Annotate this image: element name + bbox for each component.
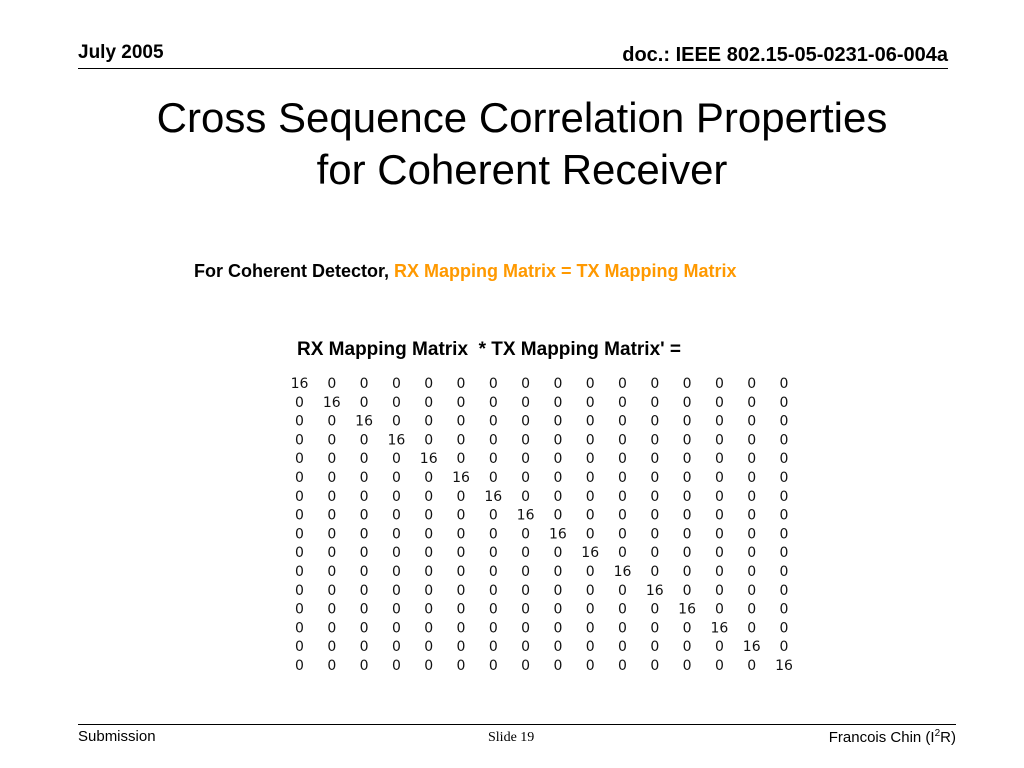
matrix-cell-r8-c2: 0 [327,507,337,524]
matrix-cell-r7-c9: 0 [553,488,563,505]
matrix-cell-r15-c8: 0 [521,639,531,656]
matrix-cell-r9-c8: 0 [521,526,531,543]
matrix-cell-r12-c2: 0 [327,582,337,599]
matrix-cell-r8-c14: 0 [714,507,724,524]
matrix-cell-r2-c3: 0 [359,394,369,411]
matrix-cell-r6-c15: 0 [747,470,757,486]
matrix-cell-r11-c8: 0 [521,564,531,580]
matrix-cell-r5-c9: 0 [553,451,563,468]
matrix-cell-r1-c16: 0 [779,376,789,392]
matrix-cell-r5-c16: 0 [779,451,789,468]
header-rule [78,68,948,69]
matrix-cell-r11-c15: 0 [747,564,757,580]
matrix-cell-r8-c15: 0 [747,507,757,524]
matrix-cell-r10-c8: 0 [521,545,531,562]
matrix-cell-r15-c1: 0 [295,639,304,656]
matrix-cell-r2-c7: 0 [488,394,498,411]
footer-author-suffix: R) [940,729,956,746]
footer-author [829,728,956,746]
matrix-cell-r6-c5: 0 [424,470,434,486]
matrix-cell-r2-c4: 0 [391,394,401,411]
matrix-cell-r6-c12: 0 [650,470,660,486]
matrix-cell-r15-c13: 0 [682,639,692,656]
matrix-cell-r4-c13: 0 [682,432,692,449]
matrix-cell-r9-c2: 0 [327,526,337,543]
matrix-cell-r2-c15: 0 [747,394,757,411]
matrix-cell-r16-c11: 0 [618,658,627,674]
matrix-cell-r5-c8: 0 [521,451,531,468]
matrix-cell-r3-c11: 0 [618,413,627,430]
matrix-cell-r4-c2: 0 [327,432,337,449]
matrix-cell-r16-c10: 0 [585,658,595,674]
matrix-cell-r8-c3: 0 [359,507,369,524]
matrix-cell-r2-c16: 0 [779,394,789,411]
matrix-cell-r10-c15: 0 [747,545,757,562]
matrix-cell-r16-c8: 0 [521,658,531,674]
matrix-cell-r12-c13: 0 [682,582,692,599]
matrix-cell-r13-c7: 0 [488,601,498,618]
matrix-cell-r15-c10: 0 [585,639,595,656]
matrix-cell-r1-c5: 0 [424,376,434,392]
matrix-cell-r15-c14: 0 [714,639,724,656]
matrix-cell-r3-c3: 16 [355,413,374,430]
matrix-cell-r4-c9: 0 [553,432,563,449]
matrix-cell-r13-c5: 0 [424,601,434,618]
matrix-cell-r3-c1: 0 [295,413,304,430]
matrix-cell-r2-c13: 0 [682,394,692,411]
matrix-cell-r1-c11: 0 [618,376,627,392]
matrix-cell-r7-c3: 0 [359,488,369,505]
matrix-cell-r7-c16: 0 [779,488,789,505]
matrix-cell-r4-c6: 0 [456,432,466,449]
matrix-cell-r9-c6: 0 [456,526,466,543]
matrix-cell-r1-c4: 0 [391,376,401,392]
matrix-cell-r10-c10: 16 [581,545,600,562]
matrix-cell-r1-c12: 0 [650,376,660,392]
matrix-cell-r9-c10: 0 [585,526,595,543]
matrix-cell-r3-c13: 0 [682,413,692,430]
matrix-cell-r1-c14: 0 [714,376,724,392]
matrix-cell-r14-c6: 0 [456,620,466,637]
matrix-cell-r10-c1: 0 [295,545,304,562]
matrix-cell-r8-c12: 0 [650,507,660,524]
matrix-cell-r14-c7: 0 [488,620,498,637]
matrix-cell-r15-c16: 0 [779,639,789,656]
matrix-cell-r14-c16: 0 [779,620,789,637]
matrix-cell-r15-c4: 0 [391,639,401,656]
matrix-cell-r4-c11: 0 [618,432,627,449]
matrix-cell-r13-c2: 0 [327,601,337,618]
matrix-cell-r8-c1: 0 [295,507,304,524]
matrix-cell-r14-c14: 16 [710,620,729,637]
matrix-cell-r16-c16: 16 [775,658,793,674]
matrix-cell-r7-c5: 0 [424,488,434,505]
matrix-cell-r1-c9: 0 [553,376,563,392]
matrix-cell-r7-c14: 0 [714,488,724,505]
matrix-cell-r3-c15: 0 [747,413,757,430]
matrix-cell-r13-c6: 0 [456,601,466,618]
matrix-cell-r16-c12: 0 [650,658,660,674]
matrix-cell-r7-c8: 0 [521,488,531,505]
matrix-cell-r12-c6: 0 [456,582,466,599]
matrix-cell-r2-c10: 0 [585,394,595,411]
matrix-cell-r12-c1: 0 [295,582,304,599]
subtitle-prefix: For Coherent Detector, [194,261,395,281]
matrix-cell-r4-c10: 0 [585,432,595,449]
matrix-cell-r8-c8: 16 [516,507,535,524]
matrix-cell-r1-c15: 0 [747,376,757,392]
matrix-cell-r7-c1: 0 [295,488,304,505]
matrix-cell-r8-c7: 0 [488,507,498,524]
matrix-cell-r5-c12: 0 [650,451,660,468]
matrix-cell-r9-c7: 0 [488,526,498,543]
matrix-cell-r10-c11: 0 [618,545,627,562]
matrix-cell-r3-c6: 0 [456,413,466,430]
matrix-cell-r1-c7: 0 [488,376,498,392]
matrix-cell-r7-c6: 0 [456,488,466,505]
matrix-cell-r12-c7: 0 [488,582,498,599]
matrix-cell-r13-c9: 0 [553,601,563,618]
matrix-cell-r4-c8: 0 [521,432,531,449]
matrix-cell-r11-c7: 0 [488,564,498,580]
header-date: July 2005 [78,42,164,63]
matrix-cell-r4-c7: 0 [488,432,498,449]
matrix-cell-r16-c2: 0 [327,658,337,674]
matrix-cell-r1-c2: 0 [327,376,337,392]
matrix-cell-r4-c3: 0 [359,432,369,449]
matrix-cell-r8-c11: 0 [618,507,627,524]
matrix-cell-r15-c6: 0 [456,639,466,656]
matrix-cell-r7-c2: 0 [327,488,337,505]
matrix-cell-r9-c5: 0 [424,526,434,543]
matrix-cell-r6-c8: 0 [521,470,531,486]
matrix-cell-r2-c6: 0 [456,394,466,411]
matrix-cell-r2-c8: 0 [521,394,531,411]
footer-author-prefix: Francois Chin (I [828,729,935,746]
matrix-cell-r16-c3: 0 [359,658,369,674]
matrix-cell-r10-c6: 0 [456,545,466,562]
matrix-cell-r5-c1: 0 [295,451,304,468]
matrix-cell-r11-c4: 0 [391,564,401,580]
matrix-cell-r6-c7: 0 [488,470,498,486]
matrix-cell-r5-c11: 0 [618,451,627,468]
matrix-cell-r12-c3: 0 [359,582,369,599]
matrix-cell-r9-c3: 0 [359,526,369,543]
matrix-cell-r14-c9: 0 [553,620,563,637]
matrix-cell-r14-c13: 0 [682,620,692,637]
matrix-cell-r8-c4: 0 [391,507,401,524]
matrix-cell-r15-c11: 0 [618,639,627,656]
matrix-cell-r13-c8: 0 [521,601,531,618]
matrix-cell-r7-c15: 0 [747,488,757,505]
matrix-cell-r6-c16: 0 [779,470,789,486]
matrix-cell-r10-c7: 0 [488,545,498,562]
matrix-cell-r12-c4: 0 [391,582,401,599]
matrix-cell-r9-c11: 0 [618,526,627,543]
matrix-cell-r16-c1: 0 [295,658,304,674]
matrix-cell-r14-c12: 0 [650,620,660,637]
matrix-cell-r9-c14: 0 [714,526,724,543]
matrix-cell-r13-c1: 0 [295,601,304,618]
matrix-cell-r3-c10: 0 [585,413,595,430]
matrix-cell-r12-c14: 0 [714,582,724,599]
matrix-cell-r12-c8: 0 [521,582,531,599]
matrix-cell-r16-c9: 0 [553,658,563,674]
matrix-cell-r3-c12: 0 [650,413,660,430]
matrix-cell-r5-c14: 0 [714,451,724,468]
matrix-cell-r5-c4: 0 [391,451,401,468]
matrix-cell-r4-c5: 0 [424,432,434,449]
matrix-cell-r7-c4: 0 [391,488,401,505]
matrix-cell-r11-c2: 0 [327,564,337,580]
matrix-cell-r12-c10: 0 [585,582,595,599]
matrix-cell-r10-c12: 0 [650,545,660,562]
matrix-cell-r6-c11: 0 [618,470,627,486]
matrix-cell-r13-c12: 0 [650,601,660,618]
matrix-cell-r9-c1: 0 [295,526,304,543]
matrix-cell-r4-c16: 0 [779,432,789,449]
matrix-cell-r6-c1: 0 [295,470,304,486]
matrix-cell-r2-c12: 0 [650,394,660,411]
matrix-cell-r13-c14: 0 [714,601,724,618]
matrix-cell-r2-c2: 16 [322,394,341,411]
header-doc-id: doc.: IEEE 802.15-05-0231-06-004a [622,44,948,66]
matrix-cell-r12-c12: 16 [645,582,664,599]
matrix-cell-r3-c5: 0 [424,413,434,430]
matrix-cell-r8-c6: 0 [456,507,466,524]
matrix-cell-r16-c15: 0 [747,658,757,674]
matrix-cell-r13-c4: 0 [391,601,401,618]
footer-submission: Submission [78,728,156,745]
matrix-cell-r4-c14: 0 [714,432,724,449]
matrix-cell-r2-c5: 0 [424,394,434,411]
matrix-cell-r11-c12: 0 [650,564,660,580]
matrix-cell-r15-c2: 0 [327,639,337,656]
matrix-cell-r14-c2: 0 [327,620,337,637]
matrix-cell-r11-c1: 0 [295,564,304,580]
subtitle-highlight: RX Mapping Matrix = TX Mapping Matrix [394,261,737,281]
matrix-cell-r1-c13: 0 [682,376,692,392]
matrix-cell-r2-c14: 0 [714,394,724,411]
matrix-cell-r8-c16: 0 [779,507,789,524]
matrix-cell-r5-c6: 0 [456,451,466,468]
matrix-cell-r8-c5: 0 [424,507,434,524]
matrix-cell-r4-c1: 0 [295,432,304,449]
matrix-cell-r11-c9: 0 [553,564,563,580]
matrix-cell-r16-c7: 0 [488,658,498,674]
matrix-cell-r7-c13: 0 [682,488,692,505]
matrix-cell-r8-c10: 0 [585,507,595,524]
matrix-cell-r14-c5: 0 [424,620,434,637]
matrix-cell-r7-c7: 16 [484,488,503,505]
matrix-cell-r12-c9: 0 [553,582,563,599]
matrix-cell-r5-c13: 0 [682,451,692,468]
matrix-cell-r13-c10: 0 [585,601,595,618]
footer-author-sup: 2 [934,728,941,739]
matrix-cell-r9-c4: 0 [391,526,401,543]
matrix-cell-r14-c1: 0 [295,620,304,637]
matrix-cell-r4-c12: 0 [650,432,660,449]
matrix-cell-r4-c15: 0 [747,432,757,449]
matrix-cell-r7-c10: 0 [585,488,595,505]
matrix-cell-r8-c9: 0 [553,507,563,524]
matrix-cell-r1-c3: 0 [359,376,369,392]
matrix-cell-r8-c13: 0 [682,507,692,524]
matrix-cell-r16-c6: 0 [456,658,466,674]
matrix-cell-r6-c9: 0 [553,470,563,486]
matrix-cell-r11-c16: 0 [779,564,789,580]
matrix-cell-r10-c3: 0 [359,545,369,562]
matrix-cell-r15-c15: 16 [742,639,761,656]
matrix-cell-r5-c15: 0 [747,451,757,468]
matrix-cell-r14-c10: 0 [585,620,595,637]
matrix-cell-r3-c2: 0 [327,413,337,430]
matrix-cell-r5-c7: 0 [488,451,498,468]
matrix-cell-r15-c5: 0 [424,639,434,656]
matrix-cell-r6-c10: 0 [585,470,595,486]
matrix-cell-r3-c14: 0 [714,413,724,430]
matrix-cell-r5-c10: 0 [585,451,595,468]
matrix-cell-r11-c6: 0 [456,564,466,580]
matrix-cell-r12-c5: 0 [424,582,434,599]
matrix-cell-r16-c13: 0 [682,658,692,674]
slide-title [0,92,1024,196]
matrix-cell-r3-c16: 0 [779,413,789,430]
matrix-cell-r5-c3: 0 [359,451,369,468]
matrix-cell-r11-c10: 0 [585,564,595,580]
matrix-cell-r10-c5: 0 [424,545,434,562]
matrix-cell-r9-c15: 0 [747,526,757,543]
matrix-cell-r2-c1: 0 [295,394,304,411]
matrix-cell-r6-c6: 16 [452,470,470,486]
matrix-cell-r10-c14: 0 [714,545,724,562]
matrix-cell-r14-c3: 0 [359,620,369,637]
matrix-cell-r14-c15: 0 [747,620,757,637]
matrix-cell-r15-c12: 0 [650,639,660,656]
matrix-cell-r6-c14: 0 [714,470,724,486]
matrix-cell-r10-c4: 0 [391,545,401,562]
matrix-cell-r1-c8: 0 [521,376,531,392]
matrix-cell-r12-c11: 0 [618,582,627,599]
matrix-cell-r11-c5: 0 [424,564,434,580]
matrix-cell-r2-c11: 0 [618,394,627,411]
matrix-cell-r6-c4: 0 [391,470,401,486]
matrix-cell-r4-c4: 16 [387,432,406,449]
matrix-cell-r6-c2: 0 [327,470,337,486]
matrix-cell-r3-c4: 0 [391,413,401,430]
matrix-cell-r12-c15: 0 [747,582,757,599]
matrix-cell-r10-c2: 0 [327,545,337,562]
matrix-cell-r6-c13: 0 [682,470,692,486]
matrix-cell-r10-c16: 0 [779,545,789,562]
matrix-cell-r16-c14: 0 [714,658,724,674]
footer-rule [78,724,956,725]
matrix-cell-r13-c16: 0 [779,601,789,618]
matrix-cell-r9-c12: 0 [650,526,660,543]
matrix-cell-r11-c11: 16 [613,564,632,580]
matrix-cell-r5-c2: 0 [327,451,337,468]
matrix-cell-r1-c10: 0 [585,376,595,392]
matrix-cell-r14-c11: 0 [618,620,627,637]
matrix-cell-r13-c15: 0 [747,601,757,618]
slide-subtitle [194,261,737,282]
matrix-cell-r3-c8: 0 [521,413,531,430]
matrix-cell-r10-c9: 0 [553,545,563,562]
matrix-cell-r16-c5: 0 [424,658,434,674]
matrix-cell-r14-c8: 0 [521,620,531,637]
slide-title-line-1: Cross Sequence Correlation Properties [156,94,888,141]
matrix-cell-r14-c4: 0 [391,620,401,637]
matrix-cell-r15-c3: 0 [359,639,369,656]
matrix-cell-r13-c13: 16 [678,601,697,618]
matrix-cell-r1-c6: 0 [456,376,466,392]
slide-title-line-2: for Coherent Receiver [316,146,728,193]
matrix-cell-r11-c13: 0 [682,564,692,580]
matrix-cell-r1-c1: 16 [290,376,309,392]
matrix-cell-r6-c3: 0 [359,470,369,486]
matrix-cell-r7-c12: 0 [650,488,660,505]
matrix-cell-r5-c5: 16 [419,451,438,468]
matrix-cell-r3-c9: 0 [553,413,563,430]
matrix-cell-r13-c11: 0 [618,601,627,618]
matrix-heading: RX Mapping Matrix * TX Mapping Matrix' = [297,339,682,360]
matrix-cell-r15-c7: 0 [488,639,498,656]
matrix-cell-r16-c4: 0 [391,658,401,674]
matrix-cell-r9-c13: 0 [682,526,692,543]
matrix-cell-r13-c3: 0 [359,601,369,618]
matrix-cell-r7-c11: 0 [618,488,627,505]
footer-slide-number: Slide 19 [488,730,535,745]
matrix-cell-r10-c13: 0 [682,545,692,562]
matrix-cell-r9-c16: 0 [779,526,789,543]
matrix-cell-r11-c14: 0 [714,564,724,580]
matrix-cell-r11-c3: 0 [359,564,369,580]
matrix-cell-r12-c16: 0 [779,582,789,599]
matrix-cell-r3-c7: 0 [488,413,498,430]
matrix-cell-r2-c9: 0 [553,394,563,411]
matrix-cell-r15-c9: 0 [553,639,563,656]
matrix-cell-r9-c9: 16 [548,526,567,543]
